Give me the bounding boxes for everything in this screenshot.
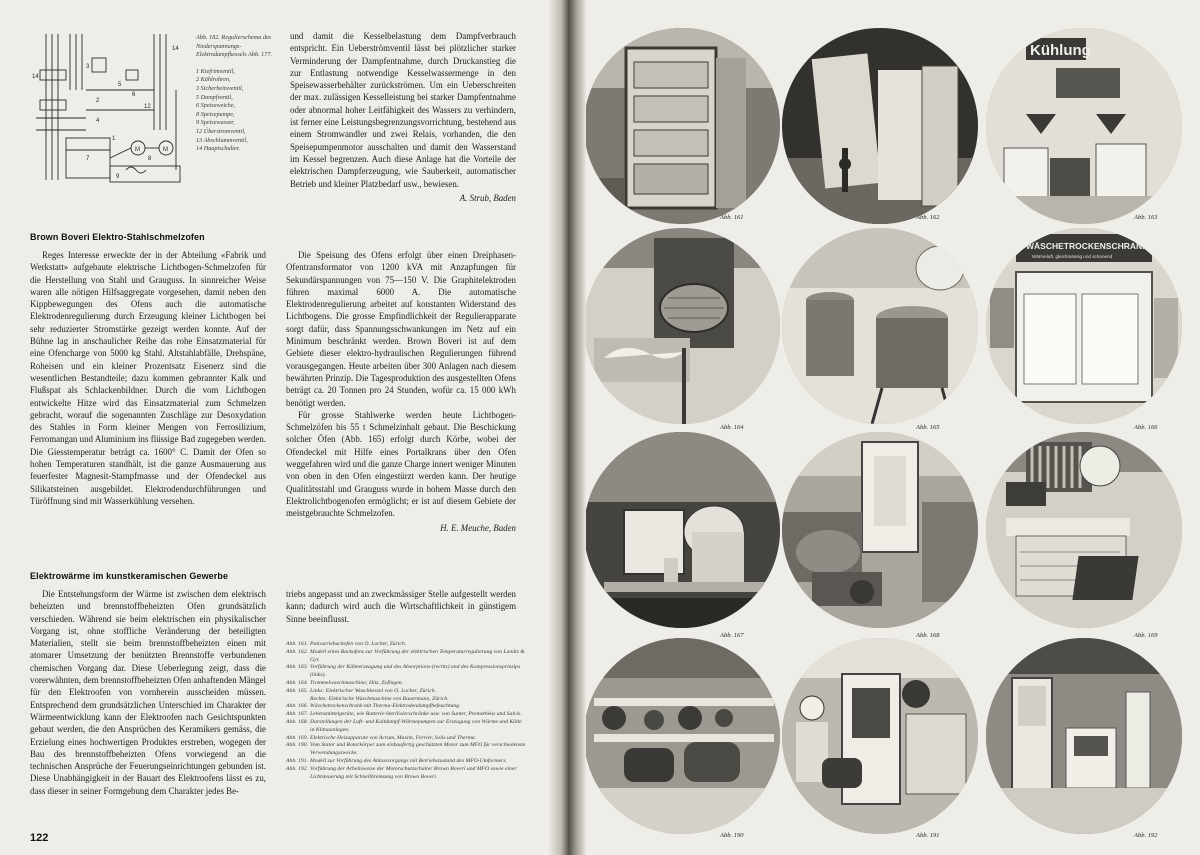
section-heading: Brown Boveri Elektro-Stahlschmelzofen bbox=[30, 232, 205, 242]
diagram-label: 8 bbox=[148, 156, 152, 162]
author-signature: A. Strub, Baden bbox=[459, 192, 516, 203]
caption-number: Abb. 162. bbox=[286, 648, 308, 655]
caption-text: Modell zur Vorführung des Anlassvorgangs mit Betriebszustand des MFO-Umformers. bbox=[310, 757, 508, 764]
text-column-left bbox=[30, 249, 266, 507]
photo-label: Abb. 165 bbox=[916, 424, 940, 431]
caption-number: Abb. 165. bbox=[286, 687, 308, 694]
photo-label: Abb. 168 bbox=[916, 632, 940, 639]
photo-label: Abb. 169 bbox=[1134, 632, 1158, 639]
diagram-label: 14 bbox=[172, 46, 179, 52]
caption-row bbox=[286, 758, 526, 766]
caption-number: Abb. 169. bbox=[286, 734, 308, 741]
caption-row bbox=[286, 680, 526, 688]
photo-label: Abb. 191 bbox=[916, 832, 940, 839]
section-heading: Elektrowärme im kunstkeramischen Gewerbe bbox=[30, 571, 229, 581]
photo-label: Abb. 164 bbox=[720, 424, 744, 431]
photo-converter-model bbox=[782, 638, 978, 834]
caption-row bbox=[286, 766, 526, 782]
caption-text: Links: Elektrischer Waschkessel von O. Locher, Zürich. bbox=[310, 687, 437, 694]
text-column-top-right bbox=[290, 30, 516, 204]
diagram-label: 12 bbox=[144, 104, 151, 110]
caption-text: Elektrische Heizapparate von Acrum, Maxim, Ferrier, Solis und Therma. bbox=[310, 734, 477, 741]
sign-drying-cabinet: WÄSCHETROCKENSCHRANK bbox=[1026, 241, 1149, 251]
photo-label: Abb. 192 bbox=[1134, 832, 1158, 839]
diagram-label: M bbox=[163, 147, 168, 153]
legend-item: 13 Abschlammventil, bbox=[196, 136, 248, 144]
sign-drying-subtitle: Wärmeluft, gleichmässig und schonend bbox=[1032, 254, 1113, 259]
caption-text: Patisseriebackofen von O. Locher, Zürich. bbox=[310, 641, 407, 647]
photo-label: Abb. 161 bbox=[720, 214, 744, 221]
text-column-right bbox=[286, 249, 516, 534]
photo-drying-cabinet bbox=[986, 228, 1182, 424]
photo-heat-pumps bbox=[782, 432, 978, 628]
photo-sterilizers bbox=[586, 432, 780, 628]
paragraph: Die Speisung des Ofens erfolgt über einen Dreiphasen-Ofentransformator von 1200 kVA mit Anzapfungen für Sekundärspannungen von 75—150 V. Die Graphitelektroden führen maximal 6000 A. Die automatische Elektrodenregulierung arbeitet auf konstanten Widerstand des Lichtbogens. Die grosse Empfindlichkeit der Regulierapparate sorgt dafür, dass Spannungsschwankungen im Netz auf ein Minimum beschränkt werden. Brown Boveri ist auf dem Gebiete dieser elektro-hydraulischen Regulierungen führend vorausgegangen. Heute arbeiten über 300 Anlagen nach diesem bewährten Prinzip. Die Tagesproduktion des ausgestellten Ofens beträgt ca. 20 Tonnen pro 24 Stunden, wofür ca. 15 000 kWh benötigt werden. bbox=[286, 250, 516, 408]
caption-number: Abb. 192. bbox=[286, 765, 308, 772]
legend-item: 12 Überstromventil, bbox=[196, 127, 246, 135]
diagram-label: 3 bbox=[86, 64, 90, 70]
regulation-schematic bbox=[26, 30, 191, 190]
caption-number: Abb. 167. bbox=[286, 711, 308, 718]
legend-item: 3 Sicherheitsventil, bbox=[196, 84, 244, 92]
diagram-label: 5 bbox=[118, 82, 122, 88]
caption-number: Abb. 163. bbox=[286, 664, 308, 671]
caption-text: Trommelwaschmaschine; Hitz, Zofingen. bbox=[310, 679, 403, 686]
caption-row bbox=[286, 664, 526, 680]
diagram-label: 6 bbox=[132, 92, 136, 98]
caption-row bbox=[286, 719, 526, 735]
caption-row bbox=[286, 649, 526, 665]
caption-text: Vorführung der Kälteerzeugung und des Absorptions-(rechts) und des Kompressionsprinzips (links). bbox=[310, 664, 521, 679]
caption-text: Wäschetrockenschrank mit Therma-Elektrodendampfbefeuchtung. bbox=[310, 703, 461, 710]
caption-text: Darstellungen der Luft- und Kaltdampf-Wärmepumpen zur Erzeugung von Wärme und Kälte in Klimaanlagen. bbox=[310, 718, 522, 733]
diagram-label: 2 bbox=[96, 98, 100, 104]
legend-item: 1 Kiefrimventil, bbox=[196, 67, 235, 75]
legend-item: 8 Speisepumpe, bbox=[196, 110, 235, 118]
diagram-label: 14 bbox=[32, 74, 39, 80]
photo-label: Abb. 163 bbox=[1134, 214, 1158, 221]
legend-item: 9 Speisewasser, bbox=[196, 119, 235, 127]
photo-label: Abb. 167 bbox=[720, 632, 744, 639]
photo-drum-washer bbox=[586, 228, 780, 424]
legend-item: 5 Dampfventil, bbox=[196, 93, 233, 101]
caption-number: Abb. 168. bbox=[286, 718, 308, 725]
diagram-legend bbox=[196, 34, 280, 154]
legend-item: 2 Kühlrohren, bbox=[196, 76, 231, 84]
book-gutter bbox=[548, 0, 586, 855]
text-column-left bbox=[30, 588, 266, 797]
caption-number: Abb. 191. bbox=[286, 757, 308, 764]
caption-row bbox=[286, 688, 526, 696]
paragraph: Reges Interesse erweckte der in der Abteilung «Fabrik und Werkstatt» aufgebaute elektrische Lichtbogen-Schmelzofen für die Herstellung von Stahl und Grauguss. In sinnreicher Weise waren alle nötigen Hilfsaggregate vorgesehen, damit neben den Kippbewegungen des Ofens auch die automatische Elektrodenregulierung durch Erzeugung kleiner Lichtbogen bei sehr reduzierter Stromstärke gezeigt werden konnte. Auf der Bühne lag in anschaulicher Reihe das rohe Einsatzmaterial für eine Ofencharge von 5000 kg Stahl. Altstahlabfälle, Drehspäne, Roheisen und ein kleiner Prozentsatz Eisenerz sind die wesentlichen Bestandteile; dazu kommen gebrannter Kalk und Flußspat als Schlackenbildner. Durch die vom Lichtbogen entwickelte Hitze wird das Einsatzmaterial zum Schmelzen gebracht, worauf die sogenannten Zuschläge zur Desoxydation des Stahles in Form kleiner Mengen von Ferrosilizium, Ferromangan und Aluminium ins flüssige Bad zugegeben werden. Die Giesstemperatur beträgt ca. 1600° C. Damit der Ofen so hohen Temperaturen standhält, ist die ganze Ausmauerung aus feuerfester Magnesit-Stampfmasse und der Ofendeckel aus Silikatsteinen ausgebildet. Elektrodendurchführungen und Türöffnung sind mit Wasserkühlung versehen. bbox=[30, 250, 266, 506]
diagram-label: 7 bbox=[86, 156, 90, 162]
caption-row bbox=[286, 703, 526, 711]
photo-motors bbox=[586, 638, 780, 834]
caption-text: Rechts: Elektrische Waschmaschine von Bauermann, Zürich. bbox=[310, 695, 449, 702]
photo-heaters bbox=[986, 432, 1182, 628]
photo-motor-switches bbox=[986, 638, 1182, 834]
legend-item: 14 Hauptschalter. bbox=[196, 145, 240, 153]
caption-row bbox=[286, 742, 526, 758]
legend-item: 6 Speiseweiche, bbox=[196, 102, 236, 110]
right-page bbox=[586, 0, 1200, 855]
caption-row bbox=[286, 641, 526, 649]
photo-label: Abb. 162 bbox=[916, 214, 940, 221]
photo-oven-model bbox=[782, 28, 978, 224]
photo-label: Abb. 166 bbox=[1134, 424, 1158, 431]
photo-bakery-oven bbox=[586, 28, 780, 224]
paragraph: Für grosse Stahlwerke werden heute Lichtbogen-Schmelzöfen bis 55 t Schmelzinhalt gebaut. Die Beschickung solcher Öfen (Abb. 165) erfolgt durch Körbe, wobei der Ofendeckel mit Hilfe eines Portalkrans über den Ofen weggefahren wird und die ganze Charge innert weniger Minuten von oben in den Ofen eingestürzt werden kann. Der heutige Qualitätsstahl und Grauguss wurde in hohem Masse durch den Elektrolichtbogenofen ermöglicht; er ist auf diesem Gebiete der meistgebrauchte Schmelzofen. bbox=[286, 409, 516, 519]
caption-number: Abb. 161. bbox=[286, 641, 308, 647]
caption-number: Abb. 166. bbox=[286, 703, 308, 710]
paragraph: triebs angepasst und an zweckmässiger Stelle aufgestellt werden kann; dadurch wird auch die Wirtschaftlichkeit in günstigem Sinne beeinflusst. bbox=[286, 589, 516, 624]
caption-row bbox=[286, 711, 526, 719]
diagram-label: 9 bbox=[116, 174, 120, 180]
photo-washing-machines bbox=[782, 228, 978, 424]
paragraph: Die Entstehungsform der Wärme ist zwischen dem elektrisch beheizten und brennstoffbeheizten Ofen grundsätzlich verschieden. Während sie beim elektrischen ein physikalischer Vorgang ist, ohne stoffliche Veränderung der beteiligten Materialien, stellt sie beim brennstoffbeheizten einen mit atomarer Umsetzung der benützten Brennstoffe verbundenen chemischen Vorgang dar. Diese Ueberlegung zeigt, dass die vorerwähnten, dem brennstoffbeheizten Ofen anhaftenden Mängel für den Elektroofen von vornherein ausscheiden müssen. Entsprechend dem grundsätzlichen Unterschied im Charakter der Wärmeentwicklung kann der Elektroofen nach Gesichtspunkten gebaut werden, die den Ansprüchen des Keramikers gemäss, die Erzielung eines hochwertigen Produktes erstreben, wogegen der Bau des brennstoffbeheizten Ofens vorwiegend an die technischen Ansprüche der Feuerungseinrichtungen gebunden ist. Diese Unabhängigkeit in der Bauart des Elektroofens lässt es zu, dass dieser in seiner Formgebung dem Charakter jedes Be- bbox=[30, 589, 266, 796]
photo-cooling-exhibit bbox=[986, 28, 1182, 224]
diagram-caption: Abb. 182. Regulierschema des Niederspannungs-Elektrodampfkessels Abb. 177. bbox=[196, 34, 272, 59]
photo-label: Abb. 190 bbox=[720, 832, 744, 839]
left-page bbox=[0, 0, 548, 855]
sign-kuehlung: Kühlung bbox=[1030, 42, 1091, 59]
paragraph: und damit die Kesselbelastung dem Dampfverbrauch entspricht. Ein Ueberströmventil lässt bei plötzlicher starker Verminderung der Dampfentnahme, durch Druckanstieg die zur Entlastung notwendige Kesselwassermenge in den Speisewasserbehälter zurückströmen. Um ein Ueberschreiten der max. zulässigen Kesselleistung bei starker Dampfentnahme oder abnormal hoher Leitfähigkeit des Wassers zu verhindern, ist ferner eine Leistungsbegrenzungsvorrichtung, bestehend aus einem Stromwandler und zwei Relais, vorhanden, die den Speisepumpenmotor ausschalten und damit den Wasserstand im Kessel begrenzen. Auch diese Anlage hat die Vorteile der elektrischen Dampferzeugung, wie Sauberkeit, automatischer Betrieb und kleiner Platzbedarf usw., bewiesen. bbox=[290, 31, 516, 189]
caption-number bbox=[286, 696, 310, 704]
page-number: 122 bbox=[30, 832, 49, 844]
figure-captions bbox=[286, 641, 526, 781]
caption-number: Abb. 190. bbox=[286, 742, 308, 749]
caption-text: Modell eines Backofens zur Vorführung der elektrischen Temperaturregulierung von Landis & Gyr. bbox=[310, 648, 525, 663]
diagram-label: 4 bbox=[96, 118, 100, 124]
caption-number: Abb. 164. bbox=[286, 679, 308, 686]
diagram-label: M bbox=[135, 147, 140, 153]
caption-text: Vom Stator und Rotorkörper zum einbaufertig geschützten Motor zum MFO für verschiedenste Verwendungszwecke. bbox=[310, 742, 526, 757]
caption-text: Lebensmittelgeräte, wie Batterie-Sterilisierschränke usw. von Sunter, Promethéus und Salvis. bbox=[310, 711, 522, 718]
author-signature: H. E. Meuche, Baden bbox=[440, 522, 516, 533]
caption-text: Vorführung der Arbeitsweise der Motorschutzschalter Brown Boveri und MFO sowie einer Lichtsteuerung mit Schnellbremsung von Brown Boveri. bbox=[310, 765, 517, 780]
text-column-right bbox=[286, 588, 516, 625]
diagram-label: 1 bbox=[112, 136, 116, 142]
